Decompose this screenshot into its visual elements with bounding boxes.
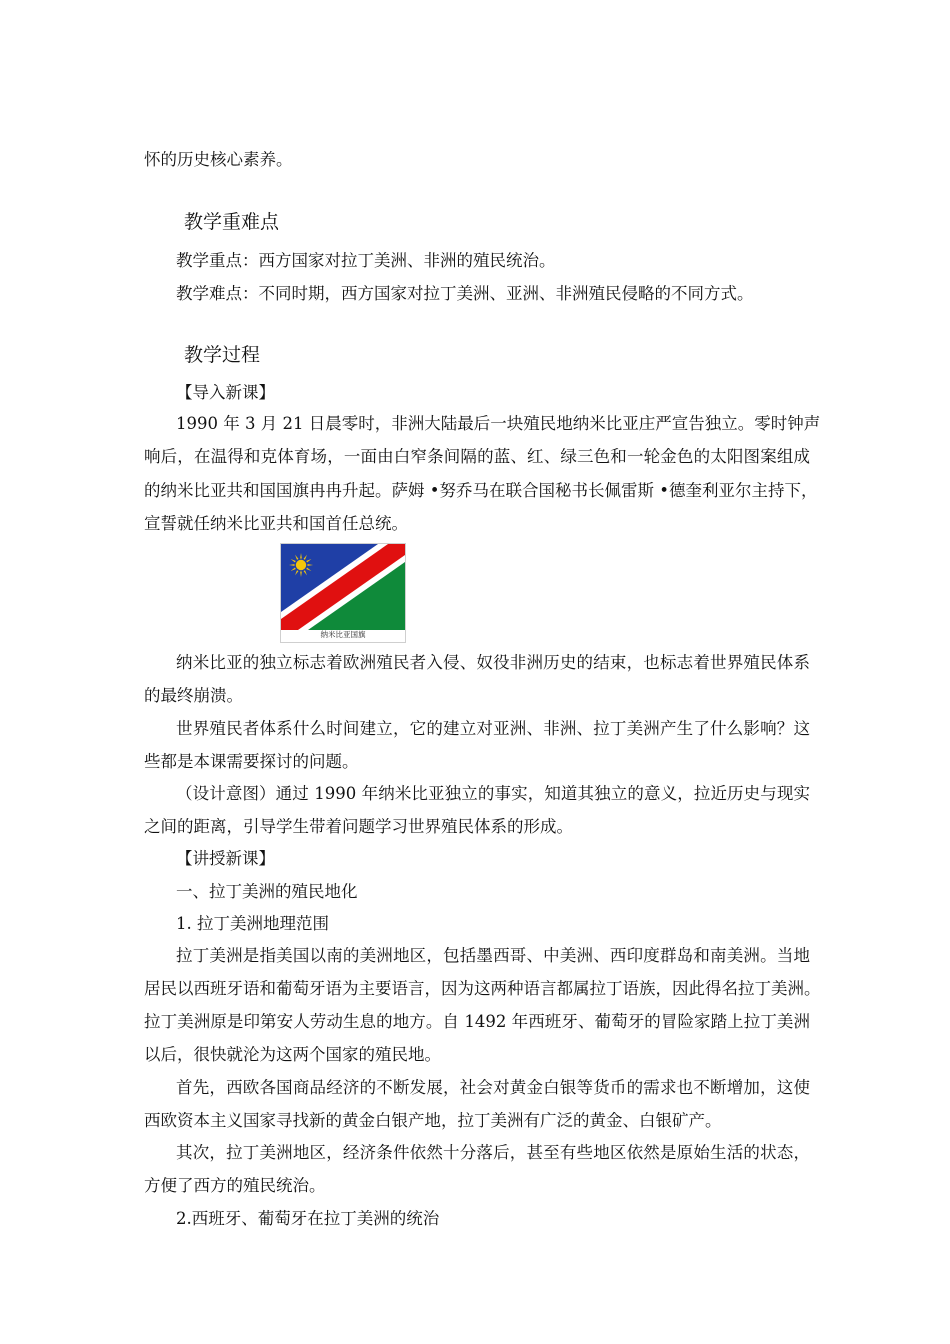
paragraph-line: 首先，西欧各国商品经济的不断发展，社会对黄金白银等货币的需求也不断增加，这使 (176, 1078, 810, 1097)
paragraph-line: 纳米比亚的独立标志着欧洲殖民者入侵、奴役非洲历史的结束，也标志着世界殖民体系 (176, 653, 810, 672)
intro-tail: 怀的历史核心素养。 (144, 150, 293, 169)
paragraph-line: 西欧资本主义国家寻找新的黄金白银产地，拉丁美洲有广泛的黄金、白银矿产。 (144, 1111, 722, 1130)
paragraph-line: 世界殖民者体系什么时间建立，它的建立对亚洲、非洲、拉丁美洲产生了什么影响？这 (176, 719, 810, 738)
process-heading: 教学过程 (184, 344, 261, 366)
key-points-heading: 教学重难点 (184, 211, 280, 233)
paragraph-line: 方便了西方的殖民统治。 (144, 1176, 326, 1195)
namibia-flag-image (281, 544, 405, 630)
subsection-heading: 2.西班牙、葡萄牙在拉丁美洲的统治 (176, 1209, 440, 1228)
teaching-focus: 教学重点：西方国家对拉丁美洲、非洲的殖民统治。 (176, 251, 556, 270)
teaching-difficulty: 教学难点：不同时期，西方国家对拉丁美洲、亚洲、非洲殖民侵略的不同方式。 (176, 284, 754, 303)
section-heading: 一、拉丁美洲的殖民地化 (176, 882, 358, 901)
sun-disc (296, 560, 306, 570)
flag-caption: 纳米比亚国旗 (320, 630, 366, 639)
design-intent-line: 之间的距离，引导学生带着问题学习世界殖民体系的形成。 (144, 817, 573, 836)
paragraph-line: 拉丁美洲原是印第安人劳动生息的地方。自 1492 年西班牙、葡萄牙的冒险家踏上拉丁美洲 (144, 1012, 810, 1031)
subsection-heading: 1. 拉丁美洲地理范围 (176, 914, 329, 933)
paragraph-line: 居民以西班牙语和葡萄牙语为主要语言，因为这两种语言都属拉丁语族，因此得名拉丁美洲。 (144, 979, 821, 998)
lecture-title: 【讲授新课】 (176, 849, 275, 868)
namibia-flag-figure (280, 543, 406, 643)
paragraph-line: 的纳米比亚共和国国旗冉冉升起。萨姆 •努乔马在联合国秘书长佩雷斯 •德奎利亚尔主持下， (144, 481, 818, 500)
paragraph-line: 响后，在温得和克体育场，一面由白窄条间隔的蓝、红、绿三色和一轮金色的太阳图案组成 (144, 447, 810, 466)
lead-in-title: 【导入新课】 (176, 383, 275, 402)
paragraph-line: 以后，很快就沦为这两个国家的殖民地。 (144, 1045, 441, 1064)
paragraph-line: 宣誓就任纳米比亚共和国首任总统。 (144, 514, 408, 533)
paragraph-line: 1990 年 3 月 21 日晨零时，非洲大陆最后一块殖民地纳米比亚庄严宣告独立。零时钟声 (176, 414, 821, 433)
paragraph-line: 拉丁美洲是指美国以南的美洲地区，包括墨西哥、中美洲、西印度群岛和南美洲。当地 (176, 946, 810, 965)
paragraph-line: 的最终崩溃。 (144, 686, 243, 705)
paragraph-line: 其次，拉丁美洲地区，经济条件依然十分落后，甚至有些地区依然是原始生活的状态， (176, 1143, 810, 1162)
paragraph-line: 些都是本课需要探讨的问题。 (144, 752, 359, 771)
design-intent-line: （设计意图）通过 1990 年纳米比亚独立的事实，知道其独立的意义，拉近历史与现实 (176, 784, 810, 803)
